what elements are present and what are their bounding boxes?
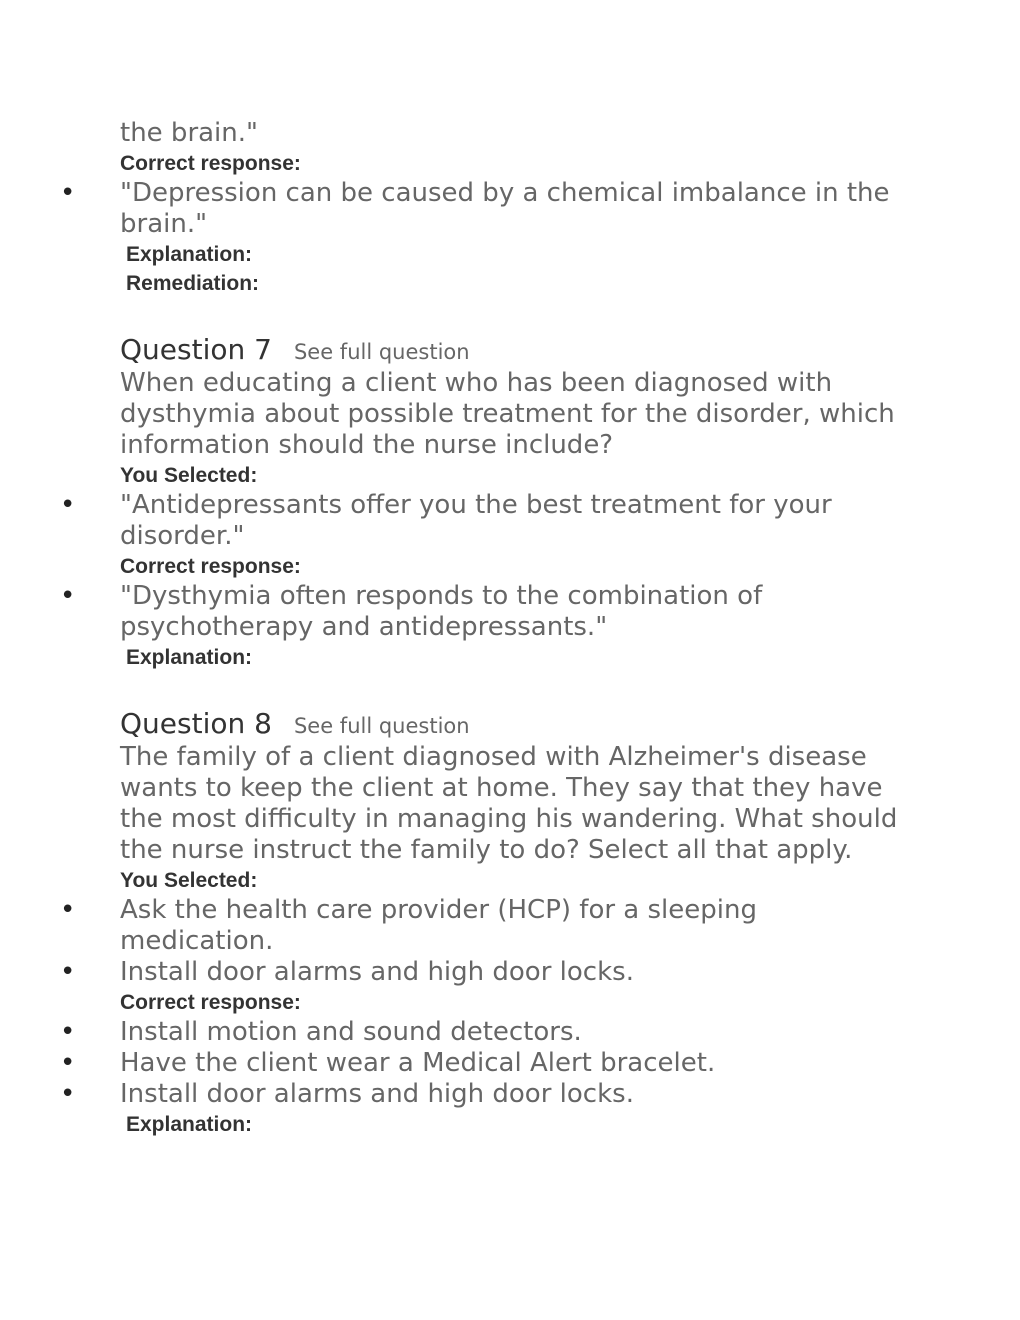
see-full-question-8-link[interactable]: See full question [293,714,470,738]
question-7-header [120,332,910,368]
question-7-title: Question 7 [120,333,272,366]
correct-response-item: • "Depression can be caused by a chemical imbalance in the brain." [60,178,890,239]
correct-response-item: • "Dysthymia often responds to the combination of psychotherapy and antidepressants." [60,581,763,642]
review-content [60,118,910,1139]
bullet-icon: • [60,895,76,925]
question-7-text: When educating a client who has been diagnosed with dysthymia about possible treatment for the disorder, which information should the nurse include? [120,368,895,460]
selected-answer-item: • Install door alarms and high door locks. [60,957,634,987]
explanation-label: Explanation: [126,646,253,669]
explanation-label: Explanation: [126,243,253,266]
explanation-label: Explanation: [126,1113,253,1136]
bullet-icon: • [60,581,76,611]
selected-answer-item: • "Antidepressants offer you the best treatment for your disorder." [60,490,832,551]
question-8-header [120,706,910,742]
selected-answer-item: • Ask the health care provider (HCP) for a sleeping medication. [60,895,757,956]
bullet-icon: • [60,178,76,208]
see-full-question-7-link[interactable]: See full question [293,340,470,364]
bullet-icon: • [60,1048,76,1078]
bullet-icon: • [60,490,76,520]
question-8-text: The family of a client diagnosed with Alzheimer's disease wants to keep the client at home. They say that they have the most difficulty in managing his wandering. What should the nurse instruct the family to do? Select all that apply. [120,742,898,865]
bullet-icon: • [60,1017,76,1047]
previous-answer-tail: the brain." [120,118,258,148]
you-selected-label: You Selected: [120,869,258,892]
correct-response-label: Correct response: [120,152,301,175]
correct-response-item: • Install motion and sound detectors. [60,1017,582,1047]
bullet-icon: • [60,957,76,987]
correct-response-item: • Install door alarms and high door locks. [60,1079,634,1109]
correct-response-label: Correct response: [120,555,301,578]
you-selected-label: You Selected: [120,464,258,487]
correct-response-label: Correct response: [120,991,301,1014]
bullet-icon: • [60,1079,76,1109]
correct-response-item: • Have the client wear a Medical Alert bracelet. [60,1048,716,1078]
question-8-title: Question 8 [120,707,272,740]
remediation-label: Remediation: [126,272,260,295]
